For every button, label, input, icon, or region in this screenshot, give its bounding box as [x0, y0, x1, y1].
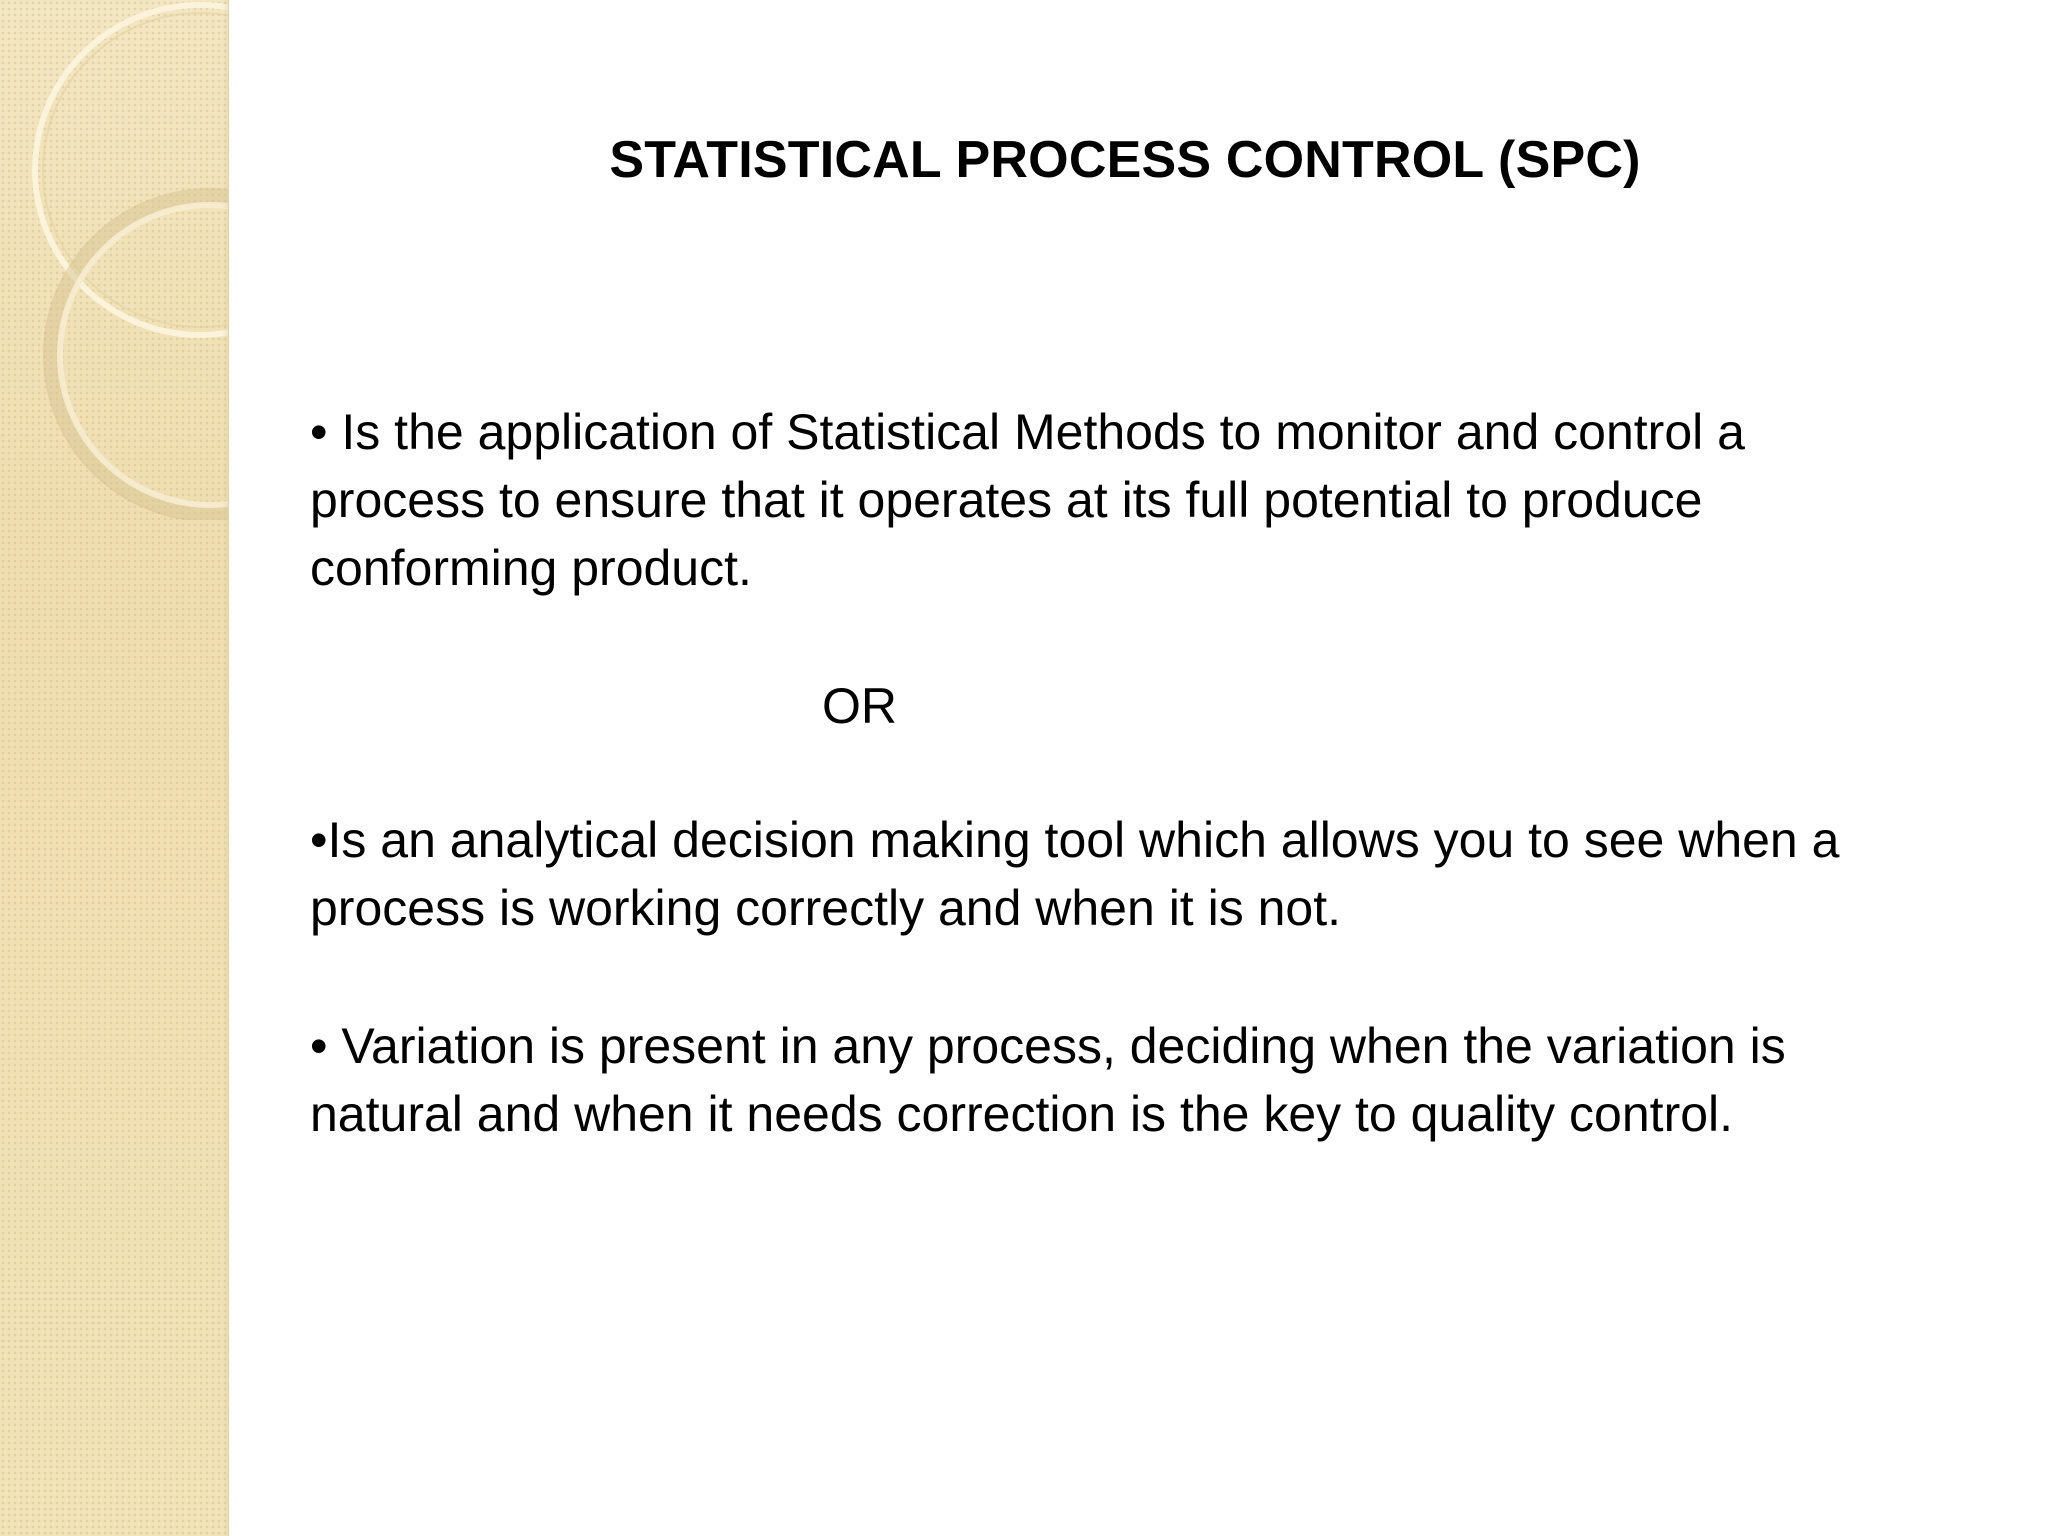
variation-paragraph: • Variation is present in any process, deciding when the variation is natural and when it needs correction is the key to quality control. [310, 1018, 1786, 1142]
decorative-rings-icon [0, 0, 228, 520]
slide-title: STATISTICAL PROCESS CONTROL (SPC) [609, 131, 1641, 189]
decorative-side-band [0, 0, 229, 1536]
or-separator: OR [822, 678, 897, 734]
definition-paragraph-1: • Is the application of Statistical Methods to monitor and control a process to ensure that it operates at its full potential to produce conforming product. [310, 404, 1745, 596]
definition-paragraph-2: •Is an analytical decision making tool which allows you to see when a process is working correctly and when it is not. [310, 812, 1840, 936]
